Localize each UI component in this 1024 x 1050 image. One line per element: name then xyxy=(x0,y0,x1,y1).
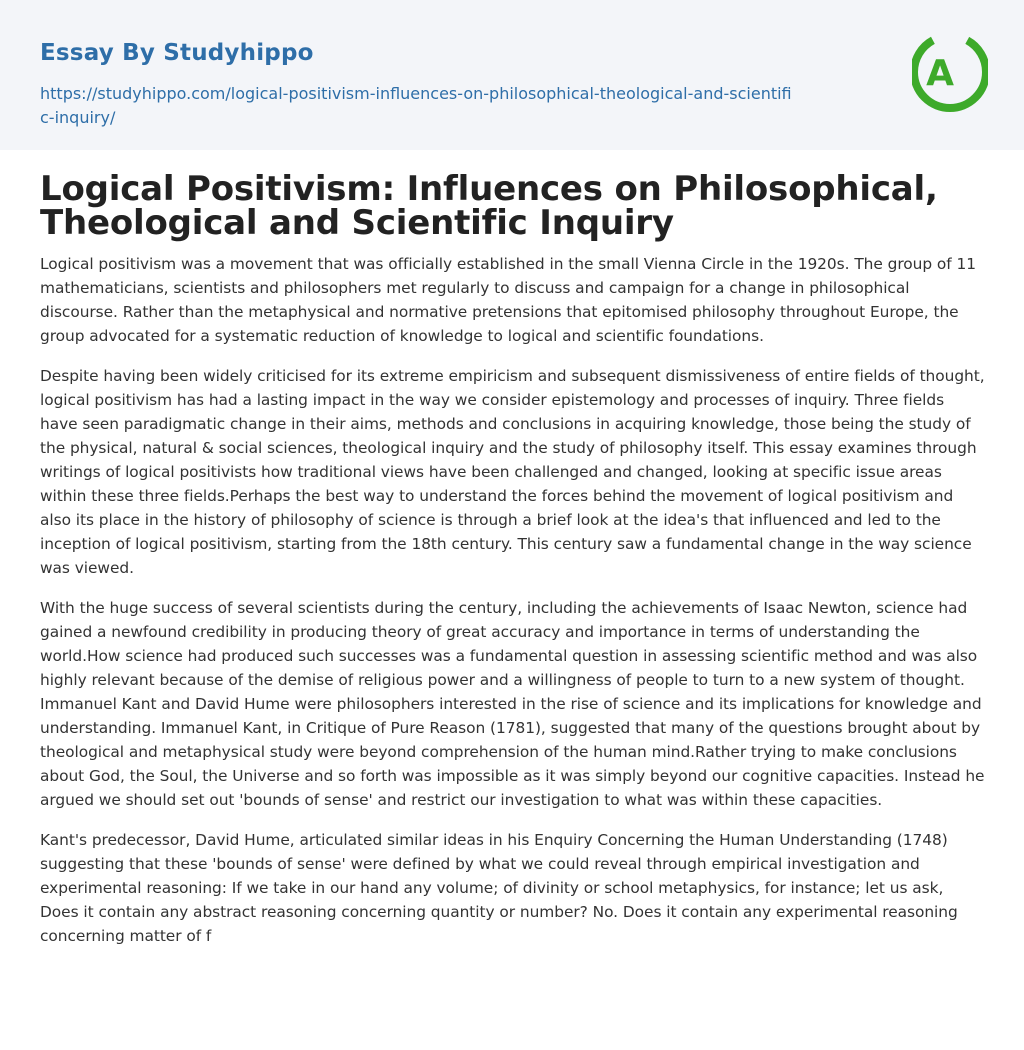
site-header xyxy=(0,0,1024,150)
article xyxy=(40,169,986,964)
article-paragraph-2: Despite having been widely criticised for its extreme empiricism and subsequent dismissiveness of entire fields of thought, logical positivism has had a lasting impact in the way we consider epistemology and processes of inquiry. Three fields have seen paradigmatic change in their aims, methods and conclusions in acquiring knowledge, those being the study of the physical, natural & social sciences, theological inquiry and the study of philosophy itself. This essay examines through writings of logical positivists how traditional views have been challenged and changed, looking at specific issue areas within these three fields.Perhaps the best way to understand the forces behind the movement of logical positivism and also its place in the history of philosophy of science is through a brief look at the idea's that influenced and led to the inception of logical positivism, starting from the 18th century. This century saw a fundamental change in the way science was viewed. xyxy=(40,367,985,577)
article-paragraph-1: Logical positivism was a movement that was officially established in the small Vienna Circle in the 1920s. The group of 11 mathematicians, scientists and philosophers met regularly to discuss and campaign for a change in philosophical discourse. Rather than the metaphysical and normative pretensions that epitomised philosophy throughout Europe, the group advocated for a systematic reduction of knowledge to logical and scientific foundations. xyxy=(40,255,976,345)
article-paragraph-3: With the huge success of several scientists during the century, including the achievements of Isaac Newton, science had gained a newfound credibility in producing theory of great accuracy and importance in terms of understanding the world.How science had produced such successes was a fundamental question in assessing scientific method and was also highly relevant because of the demise of religious power and a willingness of people to turn to a new system of thought. Immanuel Kant and David Hume were philosophers interested in the rise of science and its implications for knowledge and understanding. Immanuel Kant, in Critique of Pure Reason (1781), suggested that many of the questions brought about by theological and metaphysical study were beyond comprehension of the human mind.Rather trying to make conclusions about God, the Soul, the Universe and so forth was impossible as it was simply beyond our cognitive capacities. Instead he argued we should set out 'bounds of sense' and restrict our investigation to what was within these capacities. xyxy=(40,599,985,809)
article-title: Logical Positivism: Influences on Philosophical, Theological and Scientific Inquiry xyxy=(40,169,938,243)
article-paragraph-4: Kant's predecessor, David Hume, articulated similar ideas in his Enquiry Concerning the Human Understanding (1748) suggesting that these 'bounds of sense' were defined by what we could reveal through empirical investigation and experimental reasoning: If we take in our hand any volume; of divinity or school metaphysics, for instance; let us ask, Does it contain any abstract reasoning concerning quantity or number? No. Does it contain any experimental reasoning concerning matter of f xyxy=(40,831,958,945)
logo-letter: A xyxy=(926,53,954,94)
essay-url-link[interactable]: https://studyhippo.com/logical-positivism-influences-on-philosophical-theological-and-scientific-inquiry/ xyxy=(40,84,792,127)
studyhippo-logo-icon[interactable] xyxy=(912,28,988,116)
brand-title: Essay By Studyhippo xyxy=(40,40,314,66)
